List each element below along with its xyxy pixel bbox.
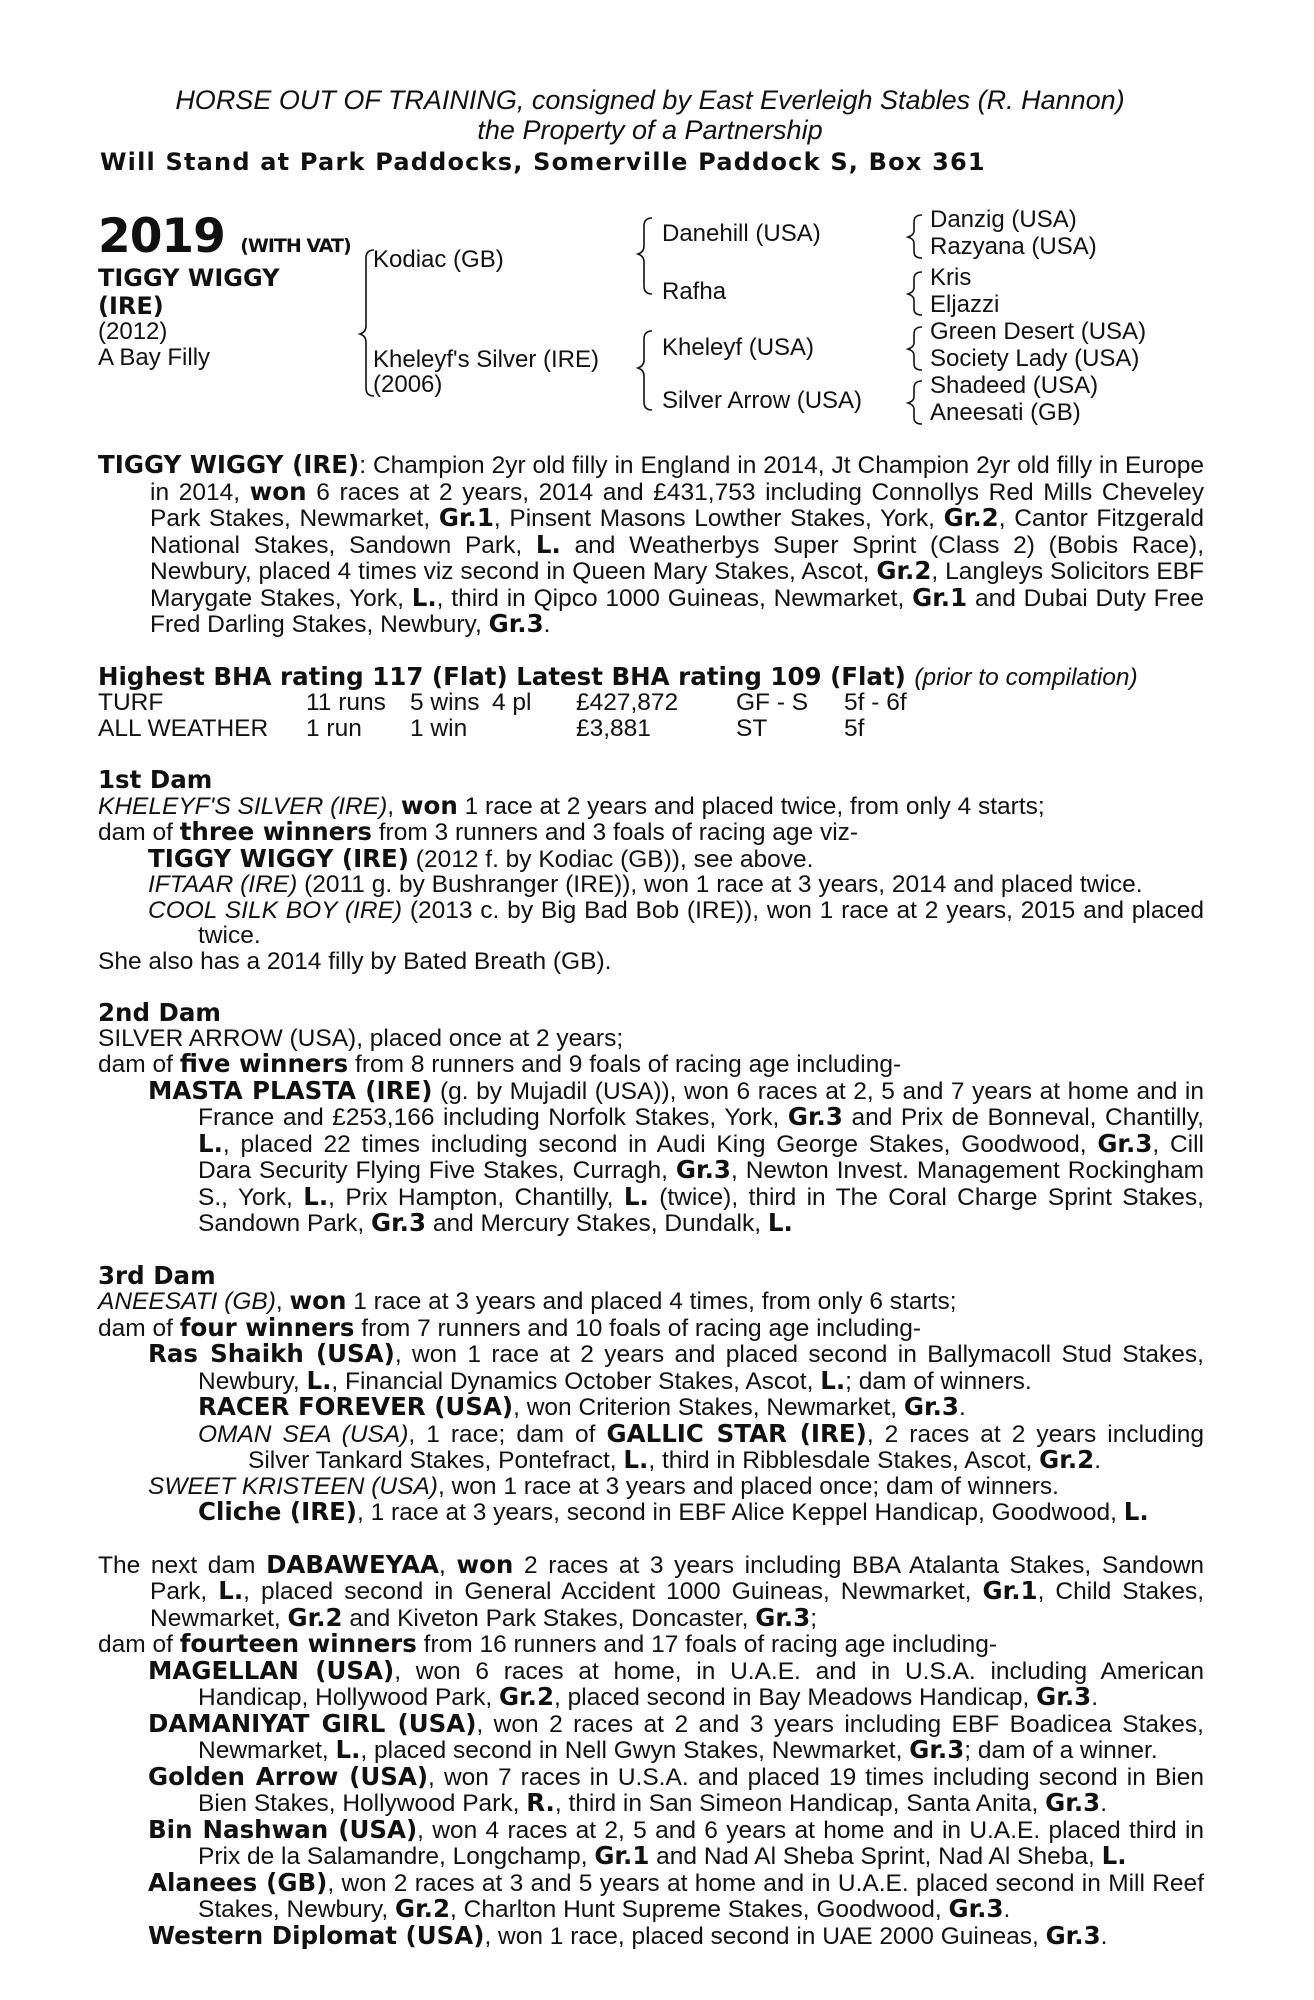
third-dam-heading: 3rd Dam: [98, 1260, 216, 1290]
gg-3: Kris: [930, 264, 972, 291]
table-row: TURF 11 runs 5 wins 4 pl £427,872 GF - S 5f - 6f: [98, 689, 907, 716]
consignor-line: HORSE OUT OF TRAINING, consigned by East Everleigh Stables (R. Hannon): [175, 85, 1125, 115]
pedigree-block: [0, 0, 1314, 440]
horse-name-line1: TIGGY WIGGY: [98, 264, 280, 292]
gg-4: Eljazzi: [930, 291, 1000, 318]
offspring-entry: COOL SILK BOY (IRE) (2013 c. by Big Bad Bob (IRE)), won 1 race at 2 years, 2015 and placed twice.: [148, 896, 1204, 949]
offspring-entry: Golden Arrow (USA), won 7 races in U.S.A. and placed 19 times including second in Bien Bien Stakes, Hollywood Park, R., third in San Simeon Handicap, Santa Anita, Gr.3.: [148, 1761, 1204, 1817]
pedigree-notes: [98, 452, 1204, 1949]
first-dam-record: KHELEYF'S SILVER (IRE), won 1 race at 2 years and placed twice, from only 4 starts;: [98, 790, 1045, 820]
dam: Kheleyf's Silver (IRE): [373, 346, 599, 373]
ratings-heading: Highest BHA rating 117 (Flat) Latest BHA rating 109 (Flat) (prior to compilation): [98, 661, 1138, 691]
gg-6: Society Lady (USA): [930, 345, 1140, 372]
sire: Kodiac (GB): [373, 246, 504, 273]
race-record-table: [98, 690, 907, 741]
gg-8: Aneesati (GB): [930, 399, 1081, 426]
ratings-note: (prior to compilation): [914, 663, 1138, 691]
sire-dam: Rafha: [662, 278, 727, 305]
first-dam-heading: 1st Dam: [98, 765, 213, 794]
offspring-entry: Alanees (GB), won 2 races at 3 and 5 years at home and in U.A.E. placed second in Mill Reef Stakes, Newbury, Gr.2, Charlton Hunt Supreme Stakes, Goodwood, Gr.3.: [148, 1867, 1204, 1923]
third-dam-produce: dam of four winners from 7 runners and 10 foals of racing age including-: [98, 1312, 922, 1342]
second-dam-heading: 2nd Dam: [98, 998, 221, 1027]
gg-1: Danzig (USA): [930, 206, 1077, 233]
lot-number: 2019 (WITH VAT): [98, 209, 351, 264]
gg-7: Shadeed (USA): [930, 372, 1099, 399]
next-dam-record: The next dam DABAWEYAA, won 2 races at 3 years including BBA Atalanta Stakes, Sandown Park, L., placed second in General Accident 1000 Guineas, Newmarket, Gr.1, Child Stakes, Newmarket, Gr.2 and Kiveton Park Stakes, Doncaster, Gr.3;: [98, 1549, 1205, 1632]
bracket-gg-3: [908, 327, 922, 370]
first-dam-note: She also has a 2014 filly by Bated Breath (GB).: [98, 947, 612, 975]
next-dam-produce: dam of fourteen winners from 16 runners and 17 foals of racing age including-: [98, 1629, 998, 1658]
dam-year: (2006): [373, 371, 443, 398]
offspring-entry: TIGGY WIGGY (IRE) (2012 f. by Kodiac (GB)), see above.: [148, 843, 814, 873]
table-row: ALL WEATHER 1 run 1 win £3,881 ST 5f: [98, 714, 865, 742]
bracket-gg-1: [908, 215, 922, 258]
bracket-dam-line: [638, 331, 652, 410]
dam-dam: Silver Arrow (USA): [662, 387, 863, 414]
offspring-entry: Bin Nashwan (USA), won 4 races at 2, 5 and 6 years at home and in U.A.E. placed third in Prix de la Salamandre, Longchamp, Gr.1 and Nad Al Sheba Sprint, Nad Al Sheba, L.: [148, 1814, 1205, 1870]
bracket-sire-dam: [360, 250, 374, 396]
horse-summary: TIGGY WIGGY (IRE): Champion 2yr old filly in England in 2014, Jt Champion 2yr old filly in Europe in 2014, won 6 races at 2 years, 2014 and £431,753 including Connollys Red Mills Cheveley Park Stakes, Newmarket, Gr.1, Pinsent Masons Lowther Stakes, York, Gr.2, Cantor Fitzgerald National Stakes, Sandown Park, L. and Weatherbys Super Sprint (Class 2) (Bobis Race), Newbury, placed 4 times viz second in Queen Mary Stakes, Ascot, Gr.2, Langleys Solicitors EBF Marygate Stakes, York, L., third in Qipco 1000 Guineas, Newmarket, Gr.1 and Dubai Duty Free Fred Darling Stakes, Newbury, Gr.3.: [98, 450, 1205, 638]
gg-2: Razyana (USA): [930, 233, 1097, 260]
bracket-gg-4: [908, 381, 922, 424]
third-dam-record: ANEESATI (GB), won 1 race at 3 years and placed 4 times, from only 6 starts;: [98, 1286, 957, 1315]
vat-label: (WITH VAT): [240, 235, 351, 257]
offspring-entry: Cliche (IRE), 1 race at 3 years, second in EBF Alice Keppel Handicap, Goodwood, L.: [198, 1497, 1149, 1526]
offspring-entry: IFTAAR (IRE) (2011 g. by Bushranger (IRE)), won 1 race at 3 years, 2014 and placed twice.: [148, 871, 1143, 898]
dam-sire: Kheleyf (USA): [662, 334, 815, 361]
offspring-entry: Ras Shaikh (USA), won 1 race at 2 years and placed second in Ballymacoll Stud Stakes, Newbury, L., Financial Dynamics October Stakes, Ascot, L.; dam of winners.: [148, 1339, 1204, 1395]
owner-line: the Property of a Partnership: [477, 115, 823, 145]
offspring-entry: OMAN SEA (USA), 1 race; dam of GALLIC STAR (IRE), 2 races at 2 years including Silver Tankard Stakes, Pontefract, L., third in Ribblesdale Stakes, Ascot, Gr.2.: [198, 1418, 1205, 1474]
horse-name-line2: (IRE): [98, 292, 164, 320]
pedigree-brackets: [0, 0, 1314, 440]
offspring-entry: DAMANIYAT GIRL (USA), won 2 races at 2 and 3 years including EBF Boadicea Stakes, Newmarket, L., placed second in Nell Gwyn Stakes, Newmarket, Gr.3; dam of a winner.: [148, 1708, 1204, 1764]
gg-5: Green Desert (USA): [930, 318, 1147, 345]
offspring-entry: MASTA PLASTA (IRE) (g. by Mujadil (USA)), won 6 races at 2, 5 and 7 years at home and in France and £253,166 including Norfolk Stakes, York, Gr.3 and Prix de Bonneval, Chantilly, L., placed 22 times including second in Audi King George Stakes, Goodwood, Gr.3, Cill Dara Security Flying Five Stakes, Curragh, Gr.3, Newton Invest. Management Rockingham S., York, L., Prix Hampton, Chantilly, L. (twice), third in The Coral Charge Sprint Stakes, Sandown Park, Gr.3 and Mercury Stakes, Dundalk, L.: [148, 1075, 1205, 1237]
offspring-entry: RACER FOREVER (USA), won Criterion Stakes, Newmarket, Gr.3.: [198, 1392, 966, 1421]
horse-description: A Bay Filly: [98, 344, 211, 371]
second-dam-record: SILVER ARROW (USA), placed once at 2 years;: [98, 1024, 624, 1052]
bracket-gg-2: [908, 272, 922, 315]
offspring-entry: Western Diplomat (USA), won 1 race, placed second in UAE 2000 Guineas, Gr.3.: [148, 1920, 1108, 1950]
offspring-entry: MAGELLAN (USA), won 6 races at home, in U.A.E. and in U.S.A. including American Handicap, Hollywood Park, Gr.2, placed second in Bay Meadows Handicap, Gr.3.: [148, 1655, 1204, 1711]
offspring-entry: SWEET KRISTEEN (USA), won 1 race at 3 years and placed once; dam of winners.: [148, 1472, 1059, 1500]
stand-location: Will Stand at Park Paddocks, Somerville Paddock S, Box 361: [100, 148, 986, 176]
first-dam-produce: dam of three winners from 3 runners and 3 foals of racing age viz-: [98, 817, 859, 846]
foaling-year: (2012): [98, 318, 168, 345]
bracket-sire-line: [638, 218, 652, 294]
sire-sire: Danehill (USA): [662, 220, 821, 247]
second-dam-produce: dam of five winners from 8 runners and 9 foals of racing age including-: [98, 1049, 902, 1078]
